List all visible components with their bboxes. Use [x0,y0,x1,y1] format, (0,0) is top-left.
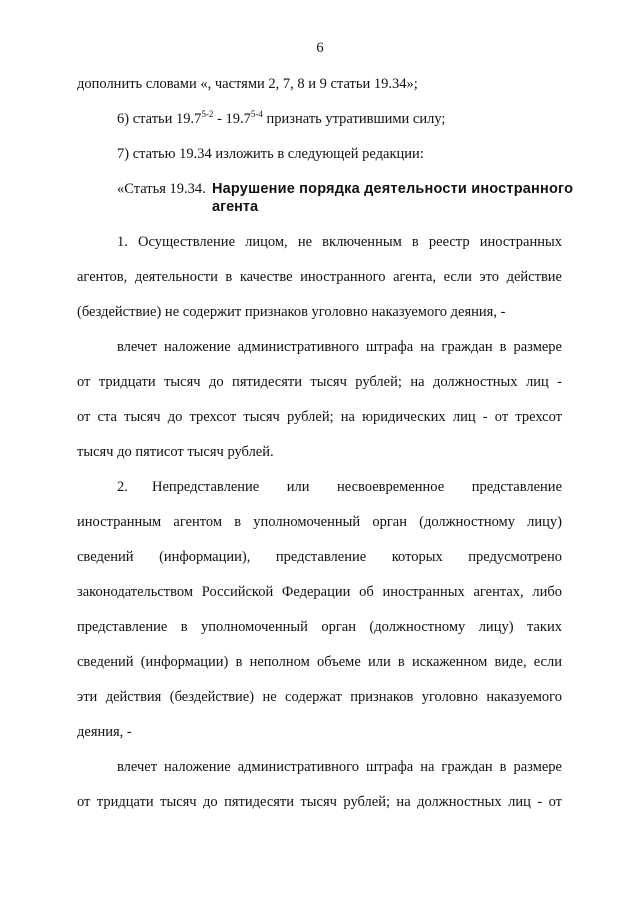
article-label: «Статья 19.34. [117,181,206,197]
text-line: сведений (информации), представление которых предусмотрено [77,549,562,565]
text-line-item-6 [117,110,562,128]
text-line: деяния, - [77,724,132,740]
page-number: 6 [316,40,324,56]
text-fragment: признать утратившими силу; [262,111,446,127]
text-fragment: - 19.7 [213,111,251,127]
superscript: 5-2 [201,109,214,119]
article-title: Нарушение порядка деятельности иностранного [212,181,574,197]
text-line: иностранным агентом в уполномоченный орган (должностному лицу) [77,514,562,530]
text-line: дополнить словами «, частями 2, 7, 8 и 9 статьи 19.34»; [77,76,418,92]
text-line: тысяч до пятисот тысяч рублей. [77,444,274,460]
text-line: влечет наложение административного штрафа на граждан в размере [117,759,562,775]
text-line: от тридцати тысяч до пятидесяти тысяч рублей; на должностных лиц - [77,374,562,390]
text-line: агентов, деятельности в качестве иностранного агента, если это действие [77,269,562,285]
paragraph-number: 2. [117,479,128,495]
text-line: Непредставление или несвоевременное представление [152,479,562,495]
text-line: представление в уполномоченный орган (должностному лицу) таких [77,619,562,635]
article-heading [117,180,574,198]
text-line: законодательством Российской Федерации об иностранных агентах, либо [77,584,562,600]
text-line: от тридцати тысяч до пятидесяти тысяч рублей; на должностных лиц - от [77,794,562,810]
text-line: от ста тысяч до трехсот тысяч рублей; на юридических лиц - от трехсот [77,409,562,425]
superscript: 5-4 [250,109,263,119]
text-line: 1. Осуществление лицом, не включенным в реестр иностранных [117,234,562,250]
text-line: сведений (информации) в неполном объеме или в искаженном виде, если [77,654,562,670]
text-fragment: 6) статьи 19.7 [117,111,202,127]
article-title-continued: агента [212,199,259,215]
text-line: (бездействие) не содержит признаков уголовно наказуемого деяния, - [77,304,506,320]
text-line: влечет наложение административного штрафа на граждан в размере [117,339,562,355]
text-line: эти действия (бездействие) не содержат признаков уголовно наказуемого [77,689,562,705]
text-line-item-7: 7) статью 19.34 изложить в следующей редакции: [117,146,424,162]
